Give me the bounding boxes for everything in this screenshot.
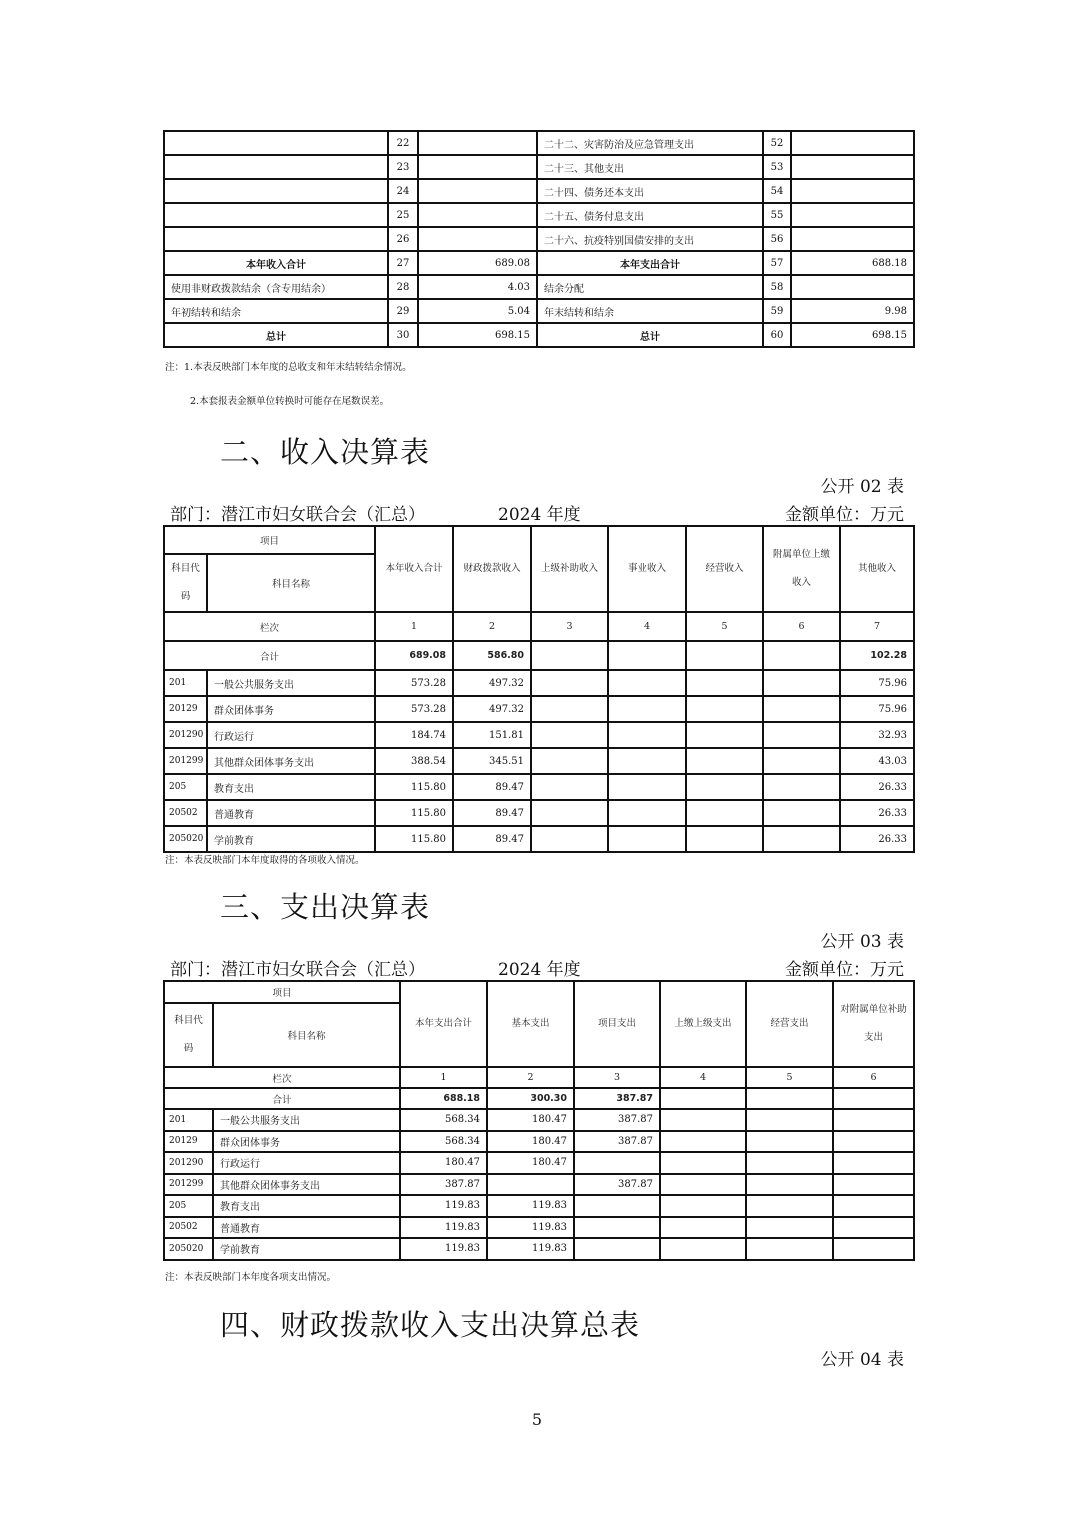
income-table-number: 公开 02 表 [820, 477, 904, 497]
subject-name: 教育支出 [213, 1195, 400, 1217]
income-row-number: 26 [388, 227, 418, 251]
income-amount [418, 227, 537, 251]
amount-cell [686, 800, 763, 826]
amount-cell: 345.51 [453, 748, 531, 774]
amount-cell: 26.33 [840, 800, 914, 826]
amount-cell [608, 670, 686, 696]
table-row [164, 748, 914, 774]
expense-item-label: 年末结转和结余 [537, 299, 763, 323]
column-index: 2 [487, 1067, 574, 1088]
table-row [164, 251, 914, 275]
income-row-number: 30 [388, 323, 418, 347]
header-row [164, 526, 914, 554]
total-value: 102.28 [840, 641, 914, 670]
page-number: 5 [531, 1410, 543, 1429]
subject-name: 群众团体事务 [213, 1131, 400, 1153]
expense-row-number: 56 [763, 227, 791, 251]
income-column-header: 本年收入合计 [375, 526, 453, 612]
amount-cell [686, 826, 763, 852]
expense-note: 注：本表反映部门本年度各项支出情况。 [165, 1272, 337, 1283]
income-item-label [164, 131, 388, 155]
subject-code: 205020 [164, 826, 207, 852]
amount-cell: 387.87 [574, 1131, 660, 1153]
amount-cell [763, 774, 840, 800]
column-index: 1 [400, 1067, 487, 1088]
subject-code: 201 [164, 1109, 213, 1131]
expense-item-label: 二十五、债务付息支出 [537, 203, 763, 227]
expense-item-label: 二十三、其他支出 [537, 155, 763, 179]
column-index: 2 [453, 612, 531, 641]
expense-amount [791, 155, 914, 179]
expense-amount [791, 275, 914, 299]
expense-row-number: 57 [763, 251, 791, 275]
summary-note-1: 注：1.本表反映部门本年度的总收支和年末结转结余情况。 [165, 362, 412, 373]
income-column-header: 经营收入 [686, 526, 763, 612]
table-row [164, 1217, 914, 1239]
column-index: 4 [608, 612, 686, 641]
amount-cell [574, 1152, 660, 1174]
header-subject-name: 科目名称 [213, 1003, 400, 1067]
amount-cell [531, 826, 608, 852]
amount-cell [763, 826, 840, 852]
income-section-title: 二、收入决算表 [220, 435, 431, 469]
income-item-label [164, 155, 388, 179]
subject-code: 20129 [164, 696, 207, 722]
amount-cell [833, 1217, 914, 1239]
income-note: 注：本表反映部门本年度取得的各项收入情况。 [165, 855, 365, 866]
header-subject-name: 科目名称 [207, 554, 375, 612]
table-row [164, 275, 914, 299]
income-column-header: 财政拨款收入 [453, 526, 531, 612]
income-row-number: 28 [388, 275, 418, 299]
amount-cell: 387.87 [574, 1109, 660, 1131]
amount-cell [746, 1238, 833, 1260]
column-index: 5 [686, 612, 763, 641]
expense-amount: 688.18 [791, 251, 914, 275]
subject-name: 一般公共服务支出 [207, 670, 375, 696]
expense-row-number: 53 [763, 155, 791, 179]
expense-amount [791, 131, 914, 155]
amount-cell: 184.74 [375, 722, 453, 748]
header-subject-code: 科目代码 [164, 1003, 213, 1067]
income-row-number: 23 [388, 155, 418, 179]
amount-cell [608, 800, 686, 826]
total-row [164, 1088, 914, 1109]
amount-cell: 115.80 [375, 774, 453, 800]
amount-cell [531, 696, 608, 722]
amount-cell [660, 1174, 746, 1196]
amount-cell: 568.34 [400, 1131, 487, 1153]
expense-row-number: 55 [763, 203, 791, 227]
fiscal-summary-section-title: 四、财政拨款收入支出决算总表 [220, 1308, 641, 1342]
subject-name: 普通教育 [207, 800, 375, 826]
amount-cell: 497.32 [453, 670, 531, 696]
amount-cell [763, 670, 840, 696]
amount-cell: 119.83 [400, 1217, 487, 1239]
subject-name: 普通教育 [213, 1217, 400, 1239]
column-index: 6 [833, 1067, 914, 1088]
total-value [660, 1088, 746, 1109]
subject-name: 一般公共服务支出 [213, 1109, 400, 1131]
subject-code: 20129 [164, 1131, 213, 1153]
total-value: 300.30 [487, 1088, 574, 1109]
income-table [163, 525, 915, 853]
amount-cell: 151.81 [453, 722, 531, 748]
table-row [164, 323, 914, 347]
total-value: 387.87 [574, 1088, 660, 1109]
expense-amount [791, 203, 914, 227]
amount-cell: 573.28 [375, 670, 453, 696]
expense-item-label: 二十六、抗疫特别国债安排的支出 [537, 227, 763, 251]
expense-year: 2024 年度 [498, 960, 581, 980]
expense-table [163, 980, 915, 1261]
amount-cell [660, 1195, 746, 1217]
amount-cell: 180.47 [487, 1152, 574, 1174]
amount-cell: 388.54 [375, 748, 453, 774]
income-item-label [164, 179, 388, 203]
amount-cell [686, 774, 763, 800]
total-value: 586.80 [453, 641, 531, 670]
total-value [763, 641, 840, 670]
amount-cell [746, 1174, 833, 1196]
table-row [164, 670, 914, 696]
column-index: 7 [840, 612, 914, 641]
header-row [164, 981, 914, 1003]
amount-cell: 573.28 [375, 696, 453, 722]
expense-row-number: 59 [763, 299, 791, 323]
column-index: 3 [531, 612, 608, 641]
column-index-row [164, 612, 914, 641]
subject-name: 教育支出 [207, 774, 375, 800]
subject-name: 学前教育 [213, 1238, 400, 1260]
amount-cell: 119.83 [487, 1238, 574, 1260]
table-row [164, 227, 914, 251]
amount-cell [531, 800, 608, 826]
subject-code: 201299 [164, 748, 207, 774]
amount-cell [763, 800, 840, 826]
total-value [746, 1088, 833, 1109]
table-row [164, 203, 914, 227]
column-index: 6 [763, 612, 840, 641]
income-year: 2024 年度 [498, 505, 581, 525]
header-subject-code: 科目代码 [164, 554, 207, 612]
amount-cell [686, 748, 763, 774]
amount-cell [608, 722, 686, 748]
amount-cell [746, 1109, 833, 1131]
income-row-number: 27 [388, 251, 418, 275]
amount-cell [833, 1152, 914, 1174]
table-row [164, 155, 914, 179]
amount-cell [833, 1238, 914, 1260]
amount-cell: 43.03 [840, 748, 914, 774]
column-index-label: 栏次 [164, 612, 375, 641]
column-index: 3 [574, 1067, 660, 1088]
amount-cell [608, 748, 686, 774]
table-row [164, 1174, 914, 1196]
expense-item-label: 结余分配 [537, 275, 763, 299]
amount-cell [763, 748, 840, 774]
amount-cell: 180.47 [487, 1131, 574, 1153]
income-row-number: 22 [388, 131, 418, 155]
amount-cell [574, 1217, 660, 1239]
amount-cell: 180.47 [400, 1152, 487, 1174]
income-row-number: 25 [388, 203, 418, 227]
amount-cell: 119.83 [487, 1217, 574, 1239]
amount-cell [660, 1131, 746, 1153]
column-index: 5 [746, 1067, 833, 1088]
total-value [608, 641, 686, 670]
table-row [164, 800, 914, 826]
expense-row-number: 58 [763, 275, 791, 299]
income-item-label: 使用非财政拨款结余（含专用结余） [164, 275, 388, 299]
amount-cell: 119.83 [487, 1195, 574, 1217]
expense-item-label: 二十二、灾害防治及应急管理支出 [537, 131, 763, 155]
expense-item-label: 本年支出合计 [537, 251, 763, 275]
column-index: 1 [375, 612, 453, 641]
amount-cell [487, 1174, 574, 1196]
amount-cell: 180.47 [487, 1109, 574, 1131]
amount-cell [574, 1195, 660, 1217]
expense-column-header: 项目支出 [574, 981, 660, 1067]
income-item-label [164, 203, 388, 227]
expense-column-header: 基本支出 [487, 981, 574, 1067]
amount-cell: 119.83 [400, 1238, 487, 1260]
expense-amount: 9.98 [791, 299, 914, 323]
income-row-number: 29 [388, 299, 418, 323]
header-item: 项目 [164, 526, 375, 554]
income-amount [418, 155, 537, 179]
subject-code: 205 [164, 774, 207, 800]
amount-cell [833, 1131, 914, 1153]
expense-column-header: 对附属单位补助支出 [833, 981, 914, 1067]
table-row [164, 696, 914, 722]
amount-cell: 32.93 [840, 722, 914, 748]
subject-code: 205020 [164, 1238, 213, 1260]
table-row [164, 722, 914, 748]
column-index-label: 栏次 [164, 1067, 400, 1088]
subject-code: 201299 [164, 1174, 213, 1196]
amount-cell: 26.33 [840, 774, 914, 800]
table-row [164, 131, 914, 155]
column-index: 4 [660, 1067, 746, 1088]
summary-table [163, 130, 915, 348]
amount-cell [660, 1152, 746, 1174]
subject-name: 其他群众团体事务支出 [213, 1174, 400, 1196]
subject-code: 201290 [164, 1152, 213, 1174]
table-row [164, 1152, 914, 1174]
subject-name: 学前教育 [207, 826, 375, 852]
income-amount: 5.04 [418, 299, 537, 323]
expense-department: 部门：潜江市妇女联合会（汇总） [170, 960, 425, 980]
expense-column-header: 经营支出 [746, 981, 833, 1067]
amount-cell [686, 722, 763, 748]
amount-cell: 26.33 [840, 826, 914, 852]
expense-item-label: 总计 [537, 323, 763, 347]
income-column-header: 事业收入 [608, 526, 686, 612]
amount-cell [660, 1217, 746, 1239]
amount-cell [660, 1109, 746, 1131]
amount-cell [608, 826, 686, 852]
income-column-header: 附属单位上缴收入 [763, 526, 840, 612]
table-row [164, 1109, 914, 1131]
income-item-label: 年初结转和结余 [164, 299, 388, 323]
total-row [164, 641, 914, 670]
subject-code: 201 [164, 670, 207, 696]
amount-cell: 115.80 [375, 800, 453, 826]
table-row [164, 179, 914, 203]
amount-cell [763, 722, 840, 748]
amount-cell [746, 1152, 833, 1174]
subject-name: 群众团体事务 [207, 696, 375, 722]
expense-row-number: 60 [763, 323, 791, 347]
amount-cell: 387.87 [574, 1174, 660, 1196]
income-amount [418, 179, 537, 203]
amount-cell: 75.96 [840, 696, 914, 722]
amount-cell [746, 1195, 833, 1217]
table-row [164, 774, 914, 800]
expense-column-header: 上缴上级支出 [660, 981, 746, 1067]
amount-cell: 497.32 [453, 696, 531, 722]
amount-cell [686, 696, 763, 722]
income-column-header: 其他收入 [840, 526, 914, 612]
total-label: 合计 [164, 1088, 400, 1109]
subject-name: 行政运行 [213, 1152, 400, 1174]
summary-note-2: 2.本套报表金额单位转换时可能存在尾数误差。 [190, 396, 390, 407]
expense-row-number: 54 [763, 179, 791, 203]
amount-cell [833, 1109, 914, 1131]
subject-name: 行政运行 [207, 722, 375, 748]
income-column-header: 上级补助收入 [531, 526, 608, 612]
column-index-row [164, 1067, 914, 1088]
income-row-number: 24 [388, 179, 418, 203]
amount-cell: 119.83 [400, 1195, 487, 1217]
total-label: 合计 [164, 641, 375, 670]
table-row [164, 1195, 914, 1217]
amount-cell [686, 670, 763, 696]
amount-cell: 568.34 [400, 1109, 487, 1131]
subject-code: 20502 [164, 1217, 213, 1239]
subject-name: 其他群众团体事务支出 [207, 748, 375, 774]
table-row [164, 1131, 914, 1153]
amount-cell: 75.96 [840, 670, 914, 696]
amount-cell [763, 696, 840, 722]
amount-cell: 89.47 [453, 826, 531, 852]
income-item-label: 本年收入合计 [164, 251, 388, 275]
income-amount [418, 203, 537, 227]
subject-code: 20502 [164, 800, 207, 826]
amount-cell: 89.47 [453, 800, 531, 826]
amount-cell [746, 1131, 833, 1153]
amount-cell [574, 1238, 660, 1260]
table-row [164, 826, 914, 852]
amount-cell: 115.80 [375, 826, 453, 852]
table-row [164, 299, 914, 323]
amount-cell [746, 1217, 833, 1239]
amount-cell [608, 774, 686, 800]
expense-item-label: 二十四、债务还本支出 [537, 179, 763, 203]
amount-cell [608, 696, 686, 722]
amount-cell [531, 748, 608, 774]
amount-cell [531, 670, 608, 696]
amount-cell [833, 1195, 914, 1217]
total-value [686, 641, 763, 670]
total-value [833, 1088, 914, 1109]
expense-amount [791, 179, 914, 203]
income-unit: 金额单位：万元 [785, 505, 904, 525]
income-amount: 689.08 [418, 251, 537, 275]
income-amount [418, 131, 537, 155]
amount-cell [531, 722, 608, 748]
subject-code: 205 [164, 1195, 213, 1217]
total-value: 689.08 [375, 641, 453, 670]
expense-table-number: 公开 03 表 [820, 932, 904, 952]
table-row [164, 1238, 914, 1260]
amount-cell [660, 1238, 746, 1260]
expense-row-number: 52 [763, 131, 791, 155]
expense-column-header: 本年支出合计 [400, 981, 487, 1067]
amount-cell: 89.47 [453, 774, 531, 800]
amount-cell [833, 1174, 914, 1196]
total-value: 688.18 [400, 1088, 487, 1109]
expense-amount: 698.15 [791, 323, 914, 347]
amount-cell: 387.87 [400, 1174, 487, 1196]
income-item-label: 总计 [164, 323, 388, 347]
expense-amount [791, 227, 914, 251]
fiscal-summary-table-number: 公开 04 表 [820, 1350, 904, 1370]
subject-code: 201290 [164, 722, 207, 748]
amount-cell [531, 774, 608, 800]
expense-section-title: 三、支出决算表 [220, 890, 431, 924]
income-item-label [164, 227, 388, 251]
income-department: 部门：潜江市妇女联合会（汇总） [170, 505, 425, 525]
total-value [531, 641, 608, 670]
expense-unit: 金额单位：万元 [785, 960, 904, 980]
header-item: 项目 [164, 981, 400, 1003]
income-amount: 698.15 [418, 323, 537, 347]
income-amount: 4.03 [418, 275, 537, 299]
